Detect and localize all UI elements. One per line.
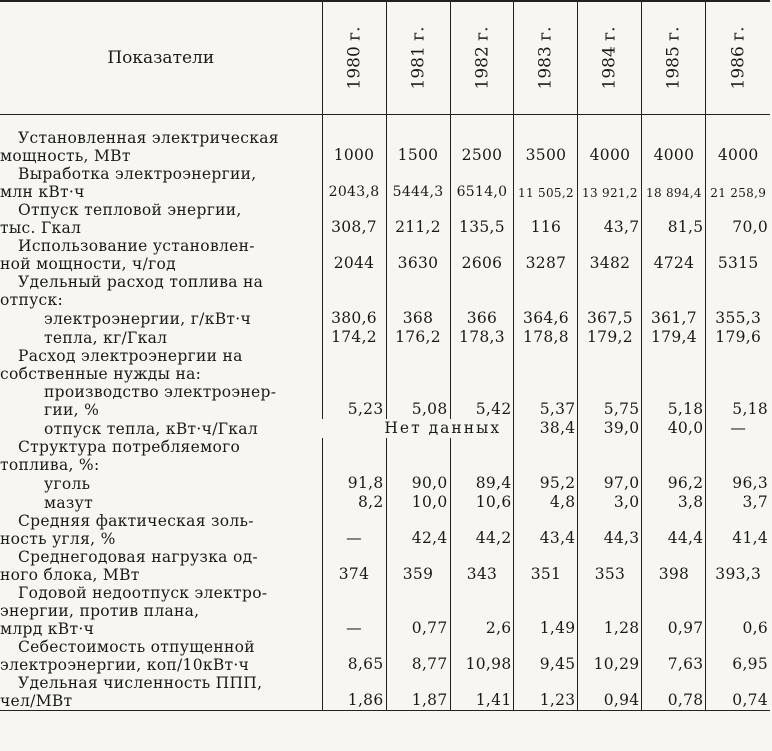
- cell-value: 179,4: [642, 328, 706, 347]
- cell-value: [642, 438, 706, 474]
- table-row: [0, 165, 770, 201]
- row-label: Себестоимость отпущенной электроэнергии, коп/10кВт·ч: [0, 638, 255, 674]
- cell-value: [386, 273, 450, 309]
- cell-value: 398: [642, 548, 706, 584]
- cell-value: 8,2: [322, 493, 386, 512]
- row-label: производство электроэнер- гии, %: [44, 383, 277, 419]
- cell-value: 343: [450, 548, 514, 584]
- cell-value: 91,8: [322, 474, 386, 493]
- table-row: [0, 201, 770, 237]
- row-label: тепла, кг/Гкал: [44, 329, 168, 347]
- cell-value: [450, 273, 514, 309]
- cell-value: 89,4: [450, 474, 514, 493]
- cell-value: [514, 347, 578, 383]
- cell-value: 361,7: [642, 309, 706, 328]
- cell-value: 4,8: [514, 493, 578, 512]
- row-label: Годовой недоотпуск электро- энергии, против плана, млрд кВт·ч: [0, 584, 268, 638]
- cell-value: 9,45: [514, 638, 578, 674]
- cell-value: 10,98: [450, 638, 514, 674]
- table-row: [0, 674, 770, 711]
- cell-value: 8,65: [322, 638, 386, 674]
- cell-value: 6,95: [706, 638, 770, 674]
- row-label: Расход электроэнергии на собственные нужды на:: [0, 347, 243, 383]
- cell-value: [322, 347, 386, 383]
- cell-value: 5444,3: [386, 165, 450, 201]
- table-row: [0, 273, 770, 309]
- cell-value: 179,6: [706, 328, 770, 347]
- cell-value: 3,8: [642, 493, 706, 512]
- cell-value: [578, 438, 642, 474]
- cell-value: 43,4: [514, 512, 578, 548]
- cell-value: 3,0: [578, 493, 642, 512]
- table-row: [0, 438, 770, 474]
- cell-value: 367,5: [578, 309, 642, 328]
- header-row: [0, 1, 770, 115]
- cell-value: 13 921,2: [578, 165, 642, 201]
- year-header: [578, 1, 642, 115]
- cell-value: 368: [386, 309, 450, 328]
- row-label: Удельная численность ППП, чел/МВт: [0, 674, 322, 711]
- row-label: Выработка электроэнергии, млн кВт·ч: [0, 165, 257, 201]
- cell-value: [578, 273, 642, 309]
- cell-value: 90,0: [386, 474, 450, 493]
- cell-value: 7,63: [642, 638, 706, 674]
- cell-value: 21 258,9: [706, 165, 770, 201]
- row-label: мазут: [44, 494, 93, 512]
- cell-value: 0,74: [706, 674, 770, 711]
- year-header: [322, 1, 386, 115]
- cell-value: 3,7: [706, 493, 770, 512]
- table-row: [0, 493, 770, 512]
- cell-value: 3630: [386, 237, 450, 273]
- table-row: [0, 584, 770, 638]
- table-row: [0, 419, 770, 438]
- cell-value: 1,41: [450, 674, 514, 711]
- cell-value: 0,6: [706, 584, 770, 638]
- cell-value: 3287: [514, 237, 578, 273]
- row-label: Средняя фактическая золь- ность угля, %: [0, 512, 254, 548]
- cell-value: 0,78: [642, 674, 706, 711]
- cell-value: 44,4: [642, 512, 706, 548]
- cell-value: 178,8: [514, 328, 578, 347]
- year-label: 1986 г.: [728, 26, 749, 90]
- cell-value: 4000: [706, 129, 770, 165]
- table-row: [0, 347, 770, 383]
- cell-value: [450, 347, 514, 383]
- cell-value: 116: [514, 201, 578, 237]
- cell-value: 41,4: [706, 512, 770, 548]
- cell-value: 353: [578, 548, 642, 584]
- cell-value: 1,87: [386, 674, 450, 711]
- cell-value: [386, 347, 450, 383]
- no-data-note: Нет данных: [384, 419, 502, 437]
- year-label: 1985 г.: [663, 26, 684, 90]
- table-row: [0, 309, 770, 328]
- cell-value: 0,97: [642, 584, 706, 638]
- year-header: [706, 1, 770, 115]
- cell-value: —: [706, 419, 770, 438]
- cell-value: 2043,8: [322, 165, 386, 201]
- cell-value: 308,7: [322, 201, 386, 237]
- year-label: 1982 г.: [471, 26, 492, 90]
- cell-value: [386, 438, 450, 474]
- row-label: Использование установлен- ной мощности, ч/год: [0, 237, 255, 273]
- cell-value: 44,2: [450, 512, 514, 548]
- cell-value: 2606: [450, 237, 514, 273]
- cell-value: 18 894,4: [642, 165, 706, 201]
- cell-value: 4724: [642, 237, 706, 273]
- cell-value: 10,6: [450, 493, 514, 512]
- cell-value: 2,6: [450, 584, 514, 638]
- cell-value: [642, 347, 706, 383]
- cell-value: [514, 438, 578, 474]
- cell-value: —: [322, 584, 386, 638]
- cell-value: 11 505,2: [514, 165, 578, 201]
- table-row: [0, 638, 770, 674]
- table-row: [0, 512, 770, 548]
- cell-value: 5,42: [450, 383, 514, 419]
- cell-value: 4000: [578, 129, 642, 165]
- year-label: 1980 г.: [344, 26, 365, 90]
- cell-value: 4000: [642, 129, 706, 165]
- cell-value: —: [322, 512, 386, 548]
- cell-value: 95,2: [514, 474, 578, 493]
- cell-value: 178,3: [450, 328, 514, 347]
- cell-value: 0,77: [386, 584, 450, 638]
- cell-value: [642, 273, 706, 309]
- row-label: Среднегодовая нагрузка од- ного блока, МВт: [0, 548, 258, 584]
- cell-value: 364,6: [514, 309, 578, 328]
- cell-value: 97,0: [578, 474, 642, 493]
- year-header: [642, 1, 706, 115]
- cell-value: 135,5: [450, 201, 514, 237]
- cell-value: 1,86: [322, 674, 386, 711]
- cell-value: 380,6: [322, 309, 386, 328]
- cell-value: 44,3: [578, 512, 642, 548]
- cell-value: 366: [450, 309, 514, 328]
- cell-value: 2044: [322, 237, 386, 273]
- cell-value: 393,3: [706, 548, 770, 584]
- cell-value: 40,0: [642, 419, 706, 438]
- cell-value: 5315: [706, 237, 770, 273]
- cell-value: 0,94: [578, 674, 642, 711]
- cell-value: 38,4: [514, 419, 578, 438]
- row-label: уголь: [44, 475, 91, 493]
- cell-value: 96,3: [706, 474, 770, 493]
- table-row: [0, 474, 770, 493]
- cell-value: 5,08: [386, 383, 450, 419]
- cell-value: 5,75: [578, 383, 642, 419]
- cell-value: [706, 438, 770, 474]
- cell-value: 43,7: [578, 201, 642, 237]
- cell-value: 5,18: [706, 383, 770, 419]
- cell-value: [706, 273, 770, 309]
- row-label: Установленная электрическая мощность, МВт: [0, 129, 279, 165]
- year-label: 1981 г.: [408, 26, 429, 90]
- cell-value: 39,0: [578, 419, 642, 438]
- cell-value: 1,23: [514, 674, 578, 711]
- cell-value: [322, 273, 386, 309]
- cell-value: 174,2: [322, 328, 386, 347]
- cell-value: 6514,0: [450, 165, 514, 201]
- header-label: Показатели: [0, 1, 322, 115]
- row-label: отпуск тепла, кВт·ч/Гкал: [44, 420, 258, 438]
- cell-value: 1500: [386, 129, 450, 165]
- table-row: [0, 328, 770, 347]
- cell-value: 10,0: [386, 493, 450, 512]
- row-label: Структура потребляемого топлива, %:: [0, 438, 241, 474]
- cell-value: [450, 438, 514, 474]
- table-row: [0, 383, 770, 419]
- cell-value: 1000: [322, 129, 386, 165]
- cell-value: 3482: [578, 237, 642, 273]
- cell-value: 1,49: [514, 584, 578, 638]
- cell-value: 96,2: [642, 474, 706, 493]
- row-label: электроэнергии, г/кВт·ч: [44, 310, 252, 328]
- cell-value: 8,77: [386, 638, 450, 674]
- table-row: [0, 129, 770, 165]
- row-label: Удельный расход топлива на отпуск:: [0, 273, 264, 309]
- cell-value: 374: [322, 548, 386, 584]
- cell-value: 10,29: [578, 638, 642, 674]
- cell-value: 42,4: [386, 512, 450, 548]
- cell-value: 351: [514, 548, 578, 584]
- cell-value: 1,28: [578, 584, 642, 638]
- table-row: [0, 237, 770, 273]
- year-header: [386, 1, 450, 115]
- cell-value: 211,2: [386, 201, 450, 237]
- cell-value: 70,0: [706, 201, 770, 237]
- cell-value: 5,23: [322, 383, 386, 419]
- cell-value: 2500: [450, 129, 514, 165]
- cell-value: 176,2: [386, 328, 450, 347]
- cell-value: 355,3: [706, 309, 770, 328]
- cell-value: 179,2: [578, 328, 642, 347]
- row-label: Отпуск тепловой энергии, тыс. Гкал: [0, 201, 242, 237]
- cell-value: 3500: [514, 129, 578, 165]
- table-row: [0, 548, 770, 584]
- cell-value: [322, 438, 386, 474]
- cell-value: [706, 347, 770, 383]
- cell-value: 359: [386, 548, 450, 584]
- cell-value: 5,37: [514, 383, 578, 419]
- year-label: 1984 г.: [599, 26, 620, 90]
- cell-value: [578, 347, 642, 383]
- cell-value: [514, 273, 578, 309]
- year-header: [450, 1, 514, 115]
- cell-value: 81,5: [642, 201, 706, 237]
- year-label: 1983 г.: [535, 26, 556, 90]
- year-header: [514, 1, 578, 115]
- cell-value: 5,18: [642, 383, 706, 419]
